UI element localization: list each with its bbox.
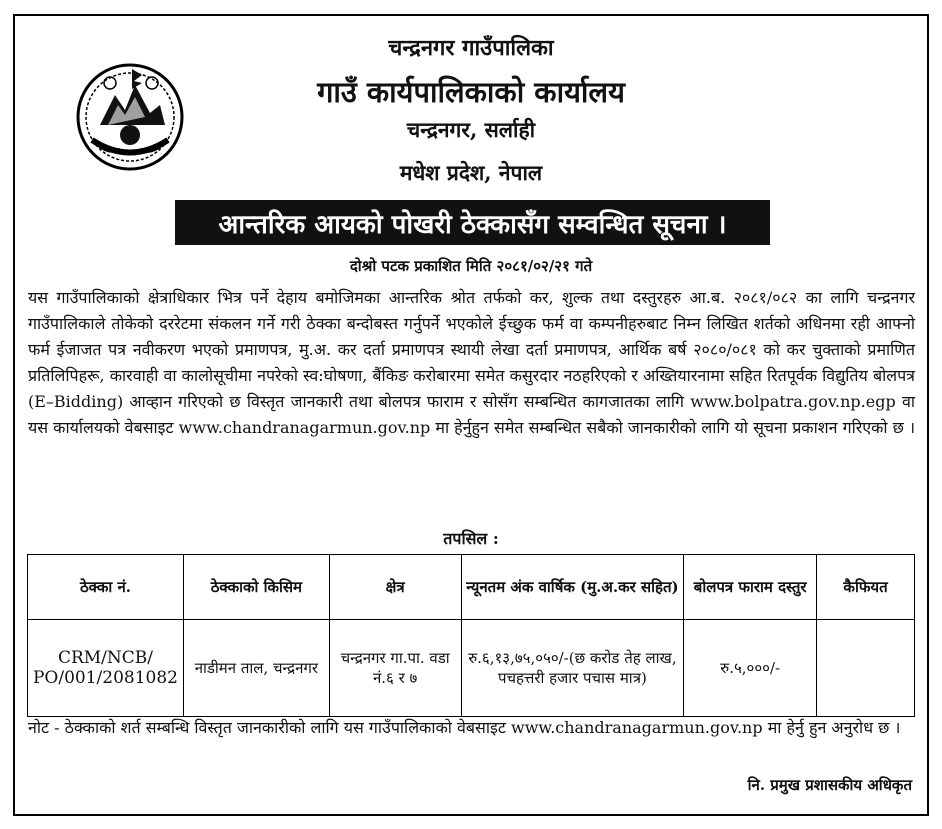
publication-date: दोश्रो पटक प्रकाशित मिति २०८१/०२/२१ गते <box>349 257 593 275</box>
header-remarks: कैफियत <box>817 555 915 620</box>
table-header-row <box>28 555 915 620</box>
details-heading: तपसिल : <box>443 529 499 548</box>
municipality-name: चन्द्रनगर गाउँपालिका <box>388 35 554 61</box>
notice-title: आन्तरिक आयको पोखरी ठेक्कासँग सम्वन्धित सूचना । <box>218 209 727 240</box>
table-row <box>28 620 915 717</box>
signatory-title: नि. प्रमुख प्रशासकीय अधिकृत <box>747 776 912 794</box>
province-country: मधेश प्रदेश, नेपाल <box>399 160 543 185</box>
cell-fee: रु.५,०००/- <box>684 620 817 717</box>
tender-table <box>27 554 915 717</box>
cell-contract-type: नाडीमन ताल, चन्द्रनगर <box>183 620 329 717</box>
header-contract-type: ठेक्काको किसिम <box>183 555 329 620</box>
cell-remarks <box>817 620 915 717</box>
office-location: चन्द्रनगर, सर्लाही <box>406 117 536 142</box>
cell-contract-no: CRM/NCB/ PO/001/2081082 <box>28 620 184 717</box>
header-fee: बोलपत्र फाराम दस्तुर <box>684 555 817 620</box>
header-contract-no: ठेक्का नं. <box>28 555 184 620</box>
cell-area: चन्द्रनगर गा.पा. वडा नं.६ र ७ <box>329 620 461 717</box>
cell-min-amount: रु.६,१३,७५,०५०/-(छ करोड तेह लाख, पचहत्तरी हजार पचास मात्र) <box>461 620 684 717</box>
header-min-amount: न्यूनतम अंक वार्षिक (मु.अ.कर सहित) <box>461 555 684 620</box>
office-name: गाउँ कार्यपालिकाको कार्यालय <box>317 75 625 109</box>
footer-note: नोट - ठेक्काको शर्त सम्बन्धि विस्तृत जानकारीको लागि यस गाउँपालिकाको वेबसाइट www.chandranagarmun.gov.np मा हेर्नु हुन अनुरोध छ । <box>28 718 901 737</box>
notice-body: यस गाउँपालिकाको क्षेत्राधिकार भित्र पर्ने देहाय बमोजिमका आन्तरिक श्रोत तर्फको कर, शुल्क तथा दस्तुरहरु आ.ब. २०८१/०८२ का लागि चन्द्रनगर गाउँपालिकाले तोकेको दररेटमा संकलन गर्ने गरी ठेक्का बन्दोबस्त गर्नुपर्ने भएकोले ईच्छुक फर्म वा कम्पनीहरुबाट निम्न लिखित शर्तको अधिनमा रही आफ्नो फर्म ईजाजत पत्र नवीकरण भएको प्रमाणपत्र, मु.अ. कर दर्ता प्रमाणपत्र स्थायी लेखा दर्ता प्रमाणपत्र, आर्थिक बर्ष २०८०/०८१ को कर चुक्ताको प्रमाणित प्रतिलिपिहरू, कारवाही वा कालोसूचीमा नपरेको स्व:घोषणा, बैंकिङ करोबारमा समेत कसुरदार नठहरिएको र अख्तियारनामा सहित रितपूर्वक विद्युतिय बोलपत्र (E–Bidding) आव्हान गरिएको छ विस्तृत जानकारी तथा बोलपत्र फाराम र सोसँग सम्बन्धित कागजातका लागि www.bolpatra.gov.np.egp वा यस कार्यालयको वेबसाइट www.chandranagarmun.gov.np मा हेर्नुहुन समेत सम्बन्धित सबैको जानकारीको लागि यो सूचना प्रकाशन गरिएको छ । <box>28 288 916 437</box>
notice-title-banner <box>175 200 770 245</box>
header-area: क्षेत्र <box>329 555 461 620</box>
